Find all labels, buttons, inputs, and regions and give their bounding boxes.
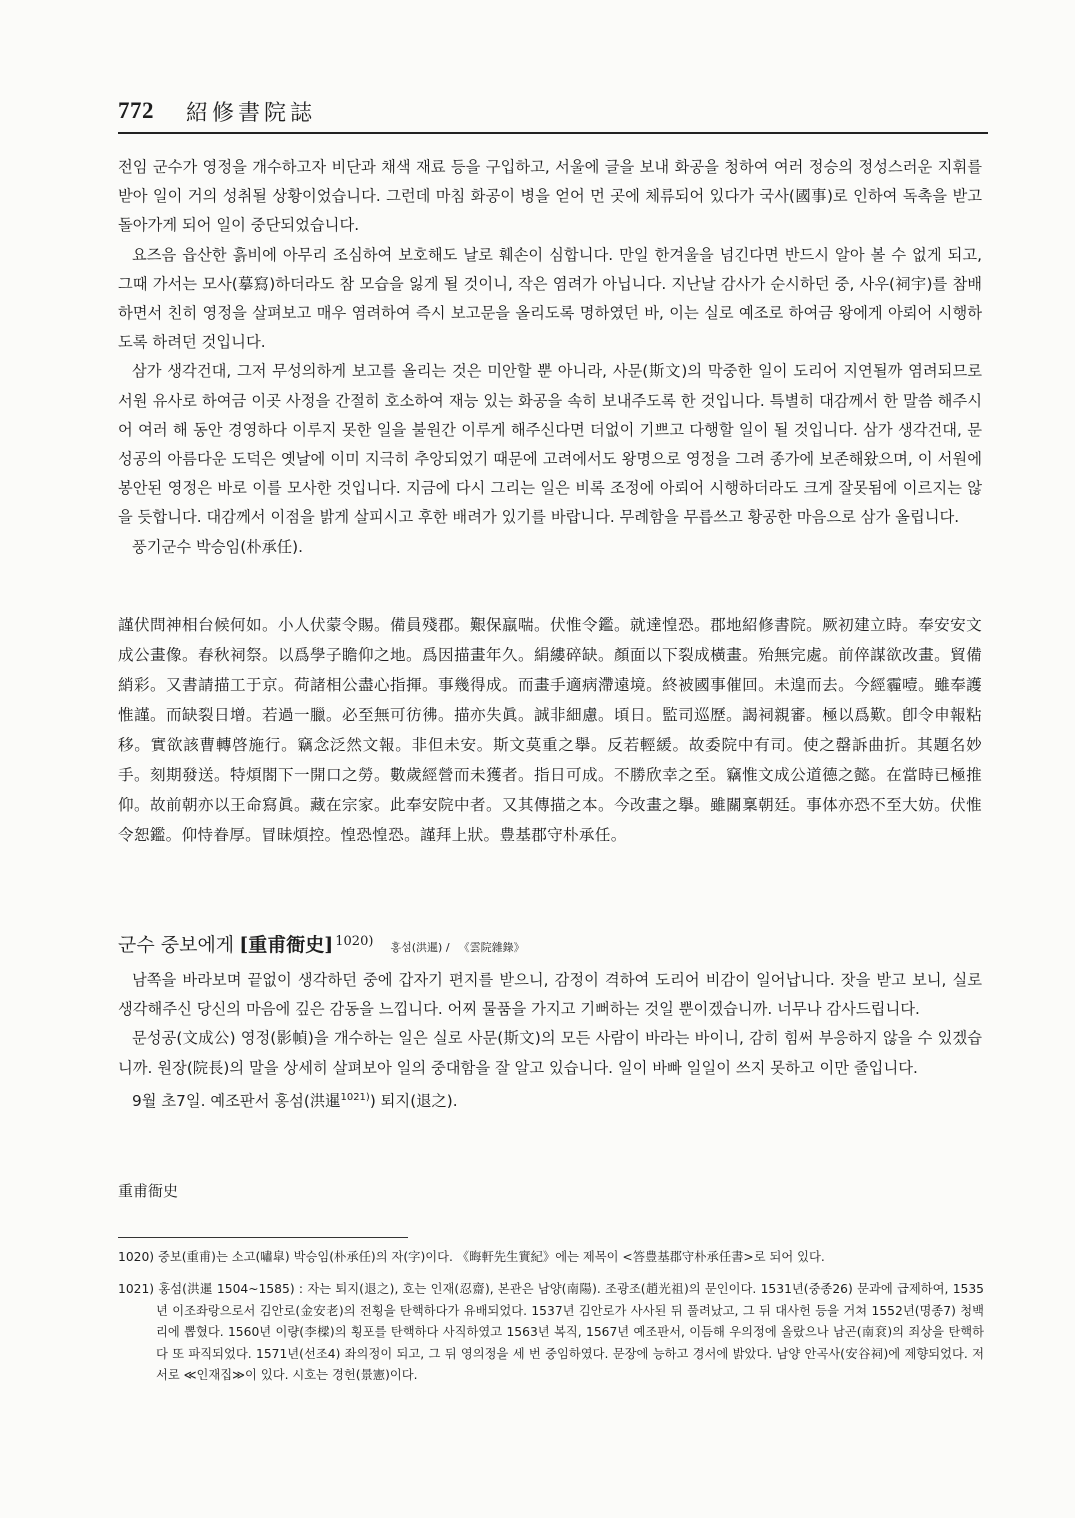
closing-pre: 9월 초7일. 예조판서 홍섬(洪暹 <box>132 1091 341 1110</box>
footnote-ref[interactable]: 1020) <box>335 934 374 949</box>
signature-line: 풍기군수 박승임(朴承任). <box>132 537 303 556</box>
footnote-text: 1020) 중보(重甫)는 소고(嘯皐) 박승임(朴承任)의 자(字)이다. 《晦軒先生實紀》에는 제목이 <答豊基郡守朴承任書>로 되어 있다. <box>118 1250 825 1264</box>
letter2-author: 홍섬(洪暹) / <box>390 941 450 954</box>
paragraph: 전임 군수가 영정을 개수하고자 비단과 채색 재료 등을 구입하고, 서울에 글을 보내 화공을 청하여 여러 정승의 정성스러운 지휘를 받아 일이 거의 성취될 상황이었습니다. 그런데 마침 화공이 병을 얻어 먼 곳에 체류되어 있다가 국사(國事)로 인하여 독촉을 받고 돌아가게 되어 일이 중단되었습니다. <box>118 158 982 235</box>
paragraph: 문성공(文成公) 영정(影幀)을 개수하는 일은 실로 사문(斯文)의 모든 사람이 바라는 바이니, 감히 힘써 부응하지 않을 수 있겠습니까. 원장(院長)의 말을 상세히 살펴보아 일의 중대함을 잘 알고 있습니다. 일이 바빠 일일이 쓰지 못하고 이만 줄입니다. <box>118 1029 982 1077</box>
footnote-text: 1021) 홍섬(洪暹 1504~1585) : 자는 퇴지(退之), 호는 인재(忍齋), 본관은 남양(南陽). 조광조(趙光祖)의 문인이다. 1531년(중종26) 문과에 급제하여, 1535년 이조좌랑으로서 김안로(金安老)의 전횡을 탄핵하다가 유배되었다. 1537년 김안로가 사사된 뒤 풀려났고, 그 뒤 대사헌 등을 거쳐 1552년(명종7) 청백리에 뽑혔다. 1560년 이량(李樑)의 횡포를 탄핵하다 사직하였고 1563년 복직, 1567년 예조판서, 이듬해 우의정에 올랐으나 남곤(南袞)의 죄상을 탄핵하다 또 파직되었다. 1571년(선조4) 좌의정이 되고, 그 뒤 영의정을 세 번 중임하였다. 문장에 능하고 경서에 밝았다. 남양 안곡사(安谷祠)에 제향되었다. 저서로 ≪인재집≫이 있다. 시호는 경헌(景憲)이다. <box>118 1282 984 1382</box>
footnote-1021 <box>118 1279 984 1387</box>
closing-line: 9월 초7일. 예조판서 홍섬(洪暹$^{1021)}$) 퇴지(退之). <box>132 1091 458 1110</box>
letter2-source: 《雲院雜錄》 <box>458 941 525 954</box>
letter2-heading <box>118 930 525 957</box>
page-number: 772 <box>118 98 154 123</box>
paragraph: 요즈음 읍산한 흙비에 아무리 조심하여 보호해도 날로 훼손이 심합니다. 만일 한겨울을 넘긴다면 반드시 알아 볼 수 없게 되고, 그때 가서는 모사(摹寫)하더라도 참 모습을 잃게 될 것이니, 작은 염려가 아닙니다. 지난날 감사가 순시하던 중, 사우(祠宇)를 참배하면서 친히 영정을 살펴보고 매우 염려하여 즉시 보고문을 올리도록 명하였던 바, 이는 실로 예조로 하여금 왕에게 아뢰어 시행하도록 하려던 것입니다. <box>118 245 982 352</box>
paragraph: 남쪽을 바라보며 끝없이 생각하던 중에 갑자기 편지를 받으니, 감정이 격하여 도리어 비감이 일어납니다. 잣을 받고 보니, 실로 생각해주신 당신의 마음에 깊은 감동을 느낍니다. 어찌 물품을 가지고 기뻐하는 것일 뿐이겠습니까. 너무나 감사드립니다. <box>118 971 982 1019</box>
classical-chinese-text: 謹伏問神相台候何如。小人伏蒙令賜。備員殘郡。艱保羸喘。伏惟令鑑。就達惶恐。郡地紹修書院。厥初建立時。奉安安文成公畫像。春秋祠祭。以爲學子瞻仰之地。爲因描畫年久。絹縷碎缺。顏面以下裂成橫畫。殆無完處。前倅謀欲改畫。貿備綃彩。又書請描工于京。荷諸相公盡心指揮。事幾得成。而畫手適病滯遠境。終被國事催回。未遑而去。今經霾噎。雖奉護惟謹。而缺裂日增。若過一臘。必至無可彷彿。描亦失眞。誠非細慮。頃日。監司巡歷。謁祠親審。極以爲歎。卽令申報粘移。實欲該曹轉啓施行。竊念泛然文報。非但未安。斯文莫重之擧。反若輕緩。故委院中有司。使之罄訴曲折。其題名妙手。刻期發送。特煩閤下一開口之勞。數歲經營而未獲者。指日可成。不勝欣幸之至。竊惟文成公道德之懿。在當時已極推仰。故前朝亦以王命寫眞。藏在宗家。此奉安院中者。又其傳描之本。今改畫之擧。雖關稟朝廷。事体亦恐不至大妨。伏惟令恕鑑。仰恃眷厚。冒昧煩控。惶恐惶恐。謹拜上狀。豊基郡守朴承任。 <box>118 616 982 844</box>
letter1-classical-original <box>118 610 982 850</box>
running-header <box>118 96 988 134</box>
letter1-korean-translation <box>118 153 982 562</box>
hanja-signoff: 重甫衙史 <box>118 1182 179 1200</box>
letter2-title-hanja: [重甫衙史] <box>239 934 334 956</box>
letter2-title-korean: 군수 중보에게 <box>118 934 235 956</box>
footnote-divider <box>118 1237 408 1238</box>
footnote-1020 <box>118 1247 984 1269</box>
paragraph: 삼가 생각건대, 그저 무성의하게 보고를 올리는 것은 미안할 뿐 아니라, 사문(斯文)의 막중한 일이 도리어 지연될까 염려되므로 서원 유사로 하여금 이곳 사정을 간절히 호소하여 재능 있는 화공을 속히 보내주도록 한 것입니다. 특별히 대감께서 한 말씀 해주시어 여러 해 동안 경영하다 이루지 못한 일을 불원간 이루게 해주신다면 더없이 기쁘고 다행할 일이 될 것입니다. 삼가 생각건대, 문성공의 아름다운 도덕은 옛날에 이미 지극히 추앙되었기 때문에 고려에서도 왕명으로 영정을 그려 종가에 보존해왔으며, 이 서원에 봉안된 영정은 바로 이를 모사한 것입니다. 지금에 다시 그리는 일은 비록 조정에 아뢰어 시행하더라도 크게 잘못됨에 이르지는 않을 듯합니다. 대감께서 이점을 밝게 살피시고 후한 배려가 있기를 바랍니다. 무례함을 무릅쓰고 황공한 마음으로 삼가 올립니다. <box>118 362 982 527</box>
closing-post: 퇴지(退之). <box>375 1091 458 1110</box>
footnote-ref[interactable]: 1021) <box>340 1091 370 1103</box>
letter2-body <box>118 966 982 1116</box>
running-title: 紹修書院誌 <box>186 101 317 126</box>
